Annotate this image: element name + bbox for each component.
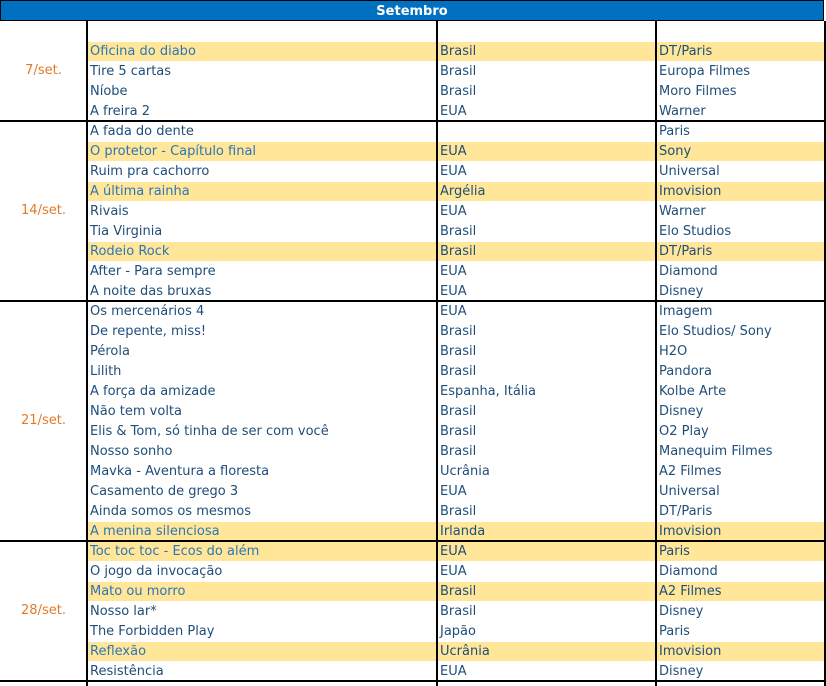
release-row (87, 221, 824, 241)
distributor-cell[interactable]: Imovision (656, 182, 824, 201)
film-title-cell[interactable]: Tia Virginia (90, 224, 163, 239)
distributor-cell[interactable]: Manequim Filmes (659, 444, 773, 459)
distributor-cell[interactable]: Disney (659, 284, 704, 299)
release-row (87, 501, 824, 521)
distributor-cell[interactable]: Paris (656, 542, 824, 561)
film-title-cell[interactable]: O protetor - Capítulo final (87, 142, 436, 161)
release-row (87, 341, 824, 361)
release-row (87, 661, 824, 681)
film-title-cell[interactable]: Casamento de grego 3 (90, 484, 239, 499)
film-title-cell[interactable]: Não tem volta (90, 404, 182, 419)
film-title-cell[interactable]: Resistência (90, 664, 164, 679)
film-title-cell[interactable]: Reflexão (87, 642, 436, 661)
film-title-cell[interactable]: Ainda somos os mesmos (90, 504, 252, 519)
distributor-cell[interactable]: Imovision (656, 522, 824, 541)
release-row (87, 421, 824, 441)
distributor-cell[interactable]: Universal (659, 164, 720, 179)
country-cell[interactable]: Brasil (440, 604, 477, 619)
film-title-cell[interactable]: Rodeio Rock (87, 242, 436, 261)
country-cell[interactable]: EUA (440, 304, 467, 319)
date-column-border (86, 21, 88, 686)
release-date-label: 14/set. (21, 203, 66, 218)
release-row (87, 281, 824, 301)
country-cell[interactable]: Brasil (440, 324, 477, 339)
release-row (87, 521, 824, 541)
group-divider (0, 680, 826, 682)
distributor-cell[interactable]: Paris (659, 624, 690, 639)
release-row (87, 41, 824, 61)
release-date-label: 7/set. (25, 63, 62, 78)
distributor-cell[interactable]: Pandora (659, 364, 712, 379)
release-row (87, 81, 824, 101)
film-title-cell[interactable]: De repente, miss! (90, 324, 207, 339)
film-title-cell[interactable]: Níobe (90, 84, 128, 99)
film-title-cell[interactable]: Elis & Tom, só tinha de ser com você (90, 424, 329, 439)
release-row (87, 541, 824, 561)
country-column-border (655, 21, 657, 686)
distributor-cell[interactable]: Warner (659, 104, 706, 119)
release-row (87, 121, 824, 141)
release-row (87, 101, 824, 121)
release-row (87, 61, 824, 81)
country-cell[interactable]: EUA (440, 484, 467, 499)
release-row (87, 181, 824, 201)
country-cell[interactable]: EUA (440, 104, 467, 119)
country-cell[interactable]: Brasil (440, 404, 477, 419)
release-row (87, 441, 824, 461)
distributor-cell[interactable]: A2 Filmes (659, 464, 722, 479)
distributor-cell[interactable]: Paris (659, 124, 690, 139)
country-cell[interactable]: Brasil (440, 344, 477, 359)
release-row (87, 641, 824, 661)
film-title-cell[interactable]: A noite das bruxas (90, 284, 212, 299)
distributor-cell[interactable]: DT/Paris (656, 242, 824, 261)
country-cell[interactable]: EUA (440, 164, 467, 179)
film-title-cell[interactable]: Mavka - Aventura a floresta (90, 464, 270, 479)
distributor-cell[interactable]: Imagem (659, 304, 713, 319)
release-week-group (0, 541, 824, 681)
country-cell[interactable]: Brasil (437, 42, 655, 61)
country-cell[interactable]: EUA (440, 564, 467, 579)
distributor-cell[interactable]: Kolbe Arte (659, 384, 727, 399)
film-title-cell[interactable]: Mato ou morro (87, 582, 436, 601)
release-row (87, 321, 824, 341)
release-row (87, 361, 824, 381)
film-title-cell[interactable]: A freira 2 (90, 104, 150, 119)
distributor-cell[interactable]: Disney (659, 404, 704, 419)
title-column-border (436, 21, 438, 686)
distributor-cell[interactable]: Diamond (659, 564, 718, 579)
film-title-cell[interactable]: Nosso lar* (90, 604, 157, 619)
country-cell[interactable]: Brasil (440, 504, 477, 519)
country-cell[interactable]: Ucrânia (440, 464, 490, 479)
film-title-cell[interactable]: Tire 5 cartas (90, 64, 172, 79)
film-title-cell[interactable]: Pérola (90, 344, 130, 359)
month-header: Setembro (0, 0, 824, 21)
country-cell[interactable]: EUA (440, 284, 467, 299)
film-title-cell[interactable]: Nosso sonho (90, 444, 173, 459)
country-cell[interactable]: Brasil (440, 444, 477, 459)
film-title-cell[interactable]: Oficina do diabo (87, 42, 436, 61)
distributor-cell[interactable]: A2 Filmes (656, 582, 824, 601)
country-cell[interactable]: Brasil (440, 84, 477, 99)
distributor-cell[interactable]: Warner (659, 204, 706, 219)
release-row (87, 561, 824, 581)
distributor-cell[interactable]: DT/Paris (659, 504, 713, 519)
film-title-cell[interactable]: After - Para sempre (90, 264, 216, 279)
film-title-cell[interactable]: Toc toc toc - Ecos do além (87, 542, 436, 561)
distributor-cell[interactable]: Elo Studios (659, 224, 732, 239)
country-cell[interactable]: Brasil (440, 364, 477, 379)
film-title-cell[interactable]: A força da amizade (90, 384, 216, 399)
release-row (87, 241, 824, 261)
group-divider (0, 540, 826, 542)
distributor-cell[interactable]: Sony (656, 142, 824, 161)
country-cell[interactable]: EUA (437, 542, 655, 561)
country-cell[interactable]: Irlanda (437, 522, 655, 541)
release-row (87, 161, 824, 181)
release-date-label: 21/set. (21, 413, 66, 428)
distributor-cell[interactable]: Universal (659, 484, 720, 499)
distributor-cell[interactable]: Disney (659, 664, 704, 679)
release-date-label: 28/set. (21, 603, 66, 618)
release-row (87, 601, 824, 621)
country-cell[interactable]: EUA (440, 264, 467, 279)
film-title-cell[interactable]: A menina silenciosa (87, 522, 436, 541)
distributor-cell[interactable]: Diamond (659, 264, 718, 279)
film-title-cell[interactable]: O jogo da invocação (90, 564, 223, 579)
country-cell[interactable]: Ucrânia (437, 642, 655, 661)
distributor-cell[interactable]: Moro Filmes (659, 84, 737, 99)
distributor-cell[interactable]: H2O (659, 344, 688, 359)
country-cell[interactable]: EUA (437, 142, 655, 161)
release-row (87, 621, 824, 641)
country-cell[interactable]: EUA (440, 664, 467, 679)
film-title-cell[interactable]: A última rainha (87, 182, 436, 201)
film-title-cell[interactable]: Lilith (90, 364, 122, 379)
release-row (87, 381, 824, 401)
distributor-cell[interactable]: Imovision (656, 642, 824, 661)
release-week-group (0, 301, 824, 541)
film-title-cell[interactable]: A fada do dente (90, 124, 194, 139)
distributor-cell[interactable]: DT/Paris (656, 42, 824, 61)
film-title-cell[interactable]: Os mercenários 4 (90, 304, 205, 319)
country-cell[interactable]: Brasil (437, 582, 655, 601)
release-row (87, 261, 824, 281)
country-cell[interactable]: Brasil (440, 224, 477, 239)
country-cell[interactable]: Argélia (437, 182, 655, 201)
film-title-cell[interactable]: Rivais (90, 204, 129, 219)
release-row (87, 581, 824, 601)
release-week-group (0, 21, 824, 121)
group-divider (0, 300, 826, 302)
country-cell[interactable]: Japão (440, 624, 476, 639)
distributor-cell[interactable]: Europa Filmes (659, 64, 751, 79)
country-cell[interactable]: Espanha, Itália (440, 384, 537, 399)
film-title-cell[interactable]: The Forbidden Play (90, 624, 215, 639)
release-row (87, 481, 824, 501)
release-row (87, 401, 824, 421)
release-week-group (0, 121, 824, 301)
country-cell[interactable]: Brasil (440, 424, 477, 439)
release-row (87, 141, 824, 161)
country-cell[interactable] (437, 122, 655, 141)
release-row (87, 301, 824, 321)
distributor-cell[interactable]: Elo Studios/ Sony (659, 324, 772, 339)
release-row (87, 201, 824, 221)
distributor-cell[interactable]: O2 Play (659, 424, 709, 439)
distributor-cell[interactable]: Disney (659, 604, 704, 619)
group-divider (0, 120, 826, 122)
country-cell[interactable]: EUA (440, 204, 467, 219)
country-cell[interactable]: Brasil (440, 64, 477, 79)
country-cell[interactable]: Brasil (437, 242, 655, 261)
film-title-cell[interactable]: Ruim pra cachorro (90, 164, 210, 179)
release-row (87, 461, 824, 481)
